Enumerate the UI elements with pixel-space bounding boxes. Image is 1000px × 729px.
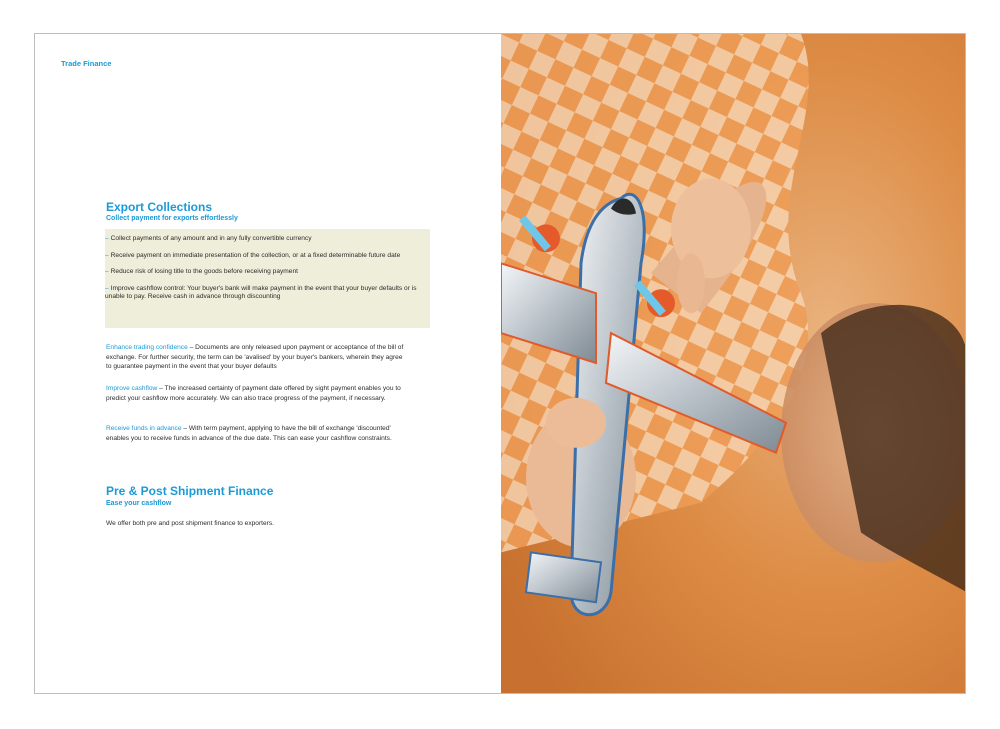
benefit-lead: Receive funds in advance	[106, 425, 182, 432]
brochure-spread	[34, 33, 966, 694]
benefit-paragraph: Enhance trading confidence – Documents are only released upon payment or acceptance of the bill of exchange. For further security, the term can be 'avalised' by your buyer's bankers, wherein they agree to guarantee payment in the event that your buyer defaults	[106, 344, 404, 371]
benefit-paragraph: Improve cashflow – The increased certainty of payment date offered by sight payment enables you to predict your cashflow more accurately. We can also trace progress of the payment, if necessary.	[106, 385, 401, 402]
list-item: – Improve cashflow control: Your buyer's bank will make payment in the event that your buyer defaults or is unable to pay. Receive cash in advance through discounting	[105, 284, 417, 301]
section-label: Trade Finance	[61, 59, 112, 68]
left-page	[35, 34, 501, 693]
shipment-finance-subtitle: Ease your cashflow	[106, 500, 172, 507]
child-with-toy-airplane-photo	[501, 34, 966, 693]
right-page	[501, 34, 966, 693]
benefit-lead: Improve cashflow	[106, 385, 158, 392]
dash-marker: –	[105, 284, 109, 292]
dash-marker: –	[105, 268, 109, 276]
export-collections-title: Export Collections	[106, 200, 213, 214]
list-item: – Reduce risk of losing title to the goods before receiving payment	[105, 268, 298, 276]
shipment-finance-title: Pre & Post Shipment Finance	[106, 484, 274, 498]
export-collections-subtitle: Collect payment for exports effortlessly	[106, 215, 238, 222]
list-item: – Receive payment on immediate presentation of the collection, or at a fixed determinable future date	[105, 251, 401, 259]
list-item: – Collect payments of any amount and in any fully convertible currency	[105, 235, 312, 242]
shipment-finance-body: We offer both pre and post shipment finance to exporters.	[106, 520, 274, 527]
benefits-highlight-box	[105, 229, 430, 328]
dash-marker: –	[105, 251, 109, 259]
benefit-paragraph: Receive funds in advance – With term payment, applying to have the bill of exchange 'discounted' enables you to receive funds in advance of the due date. This can ease your cashflow constraints.	[106, 425, 392, 442]
benefit-lead: Enhance trading confidence	[106, 344, 188, 351]
dash-marker: –	[105, 235, 109, 242]
